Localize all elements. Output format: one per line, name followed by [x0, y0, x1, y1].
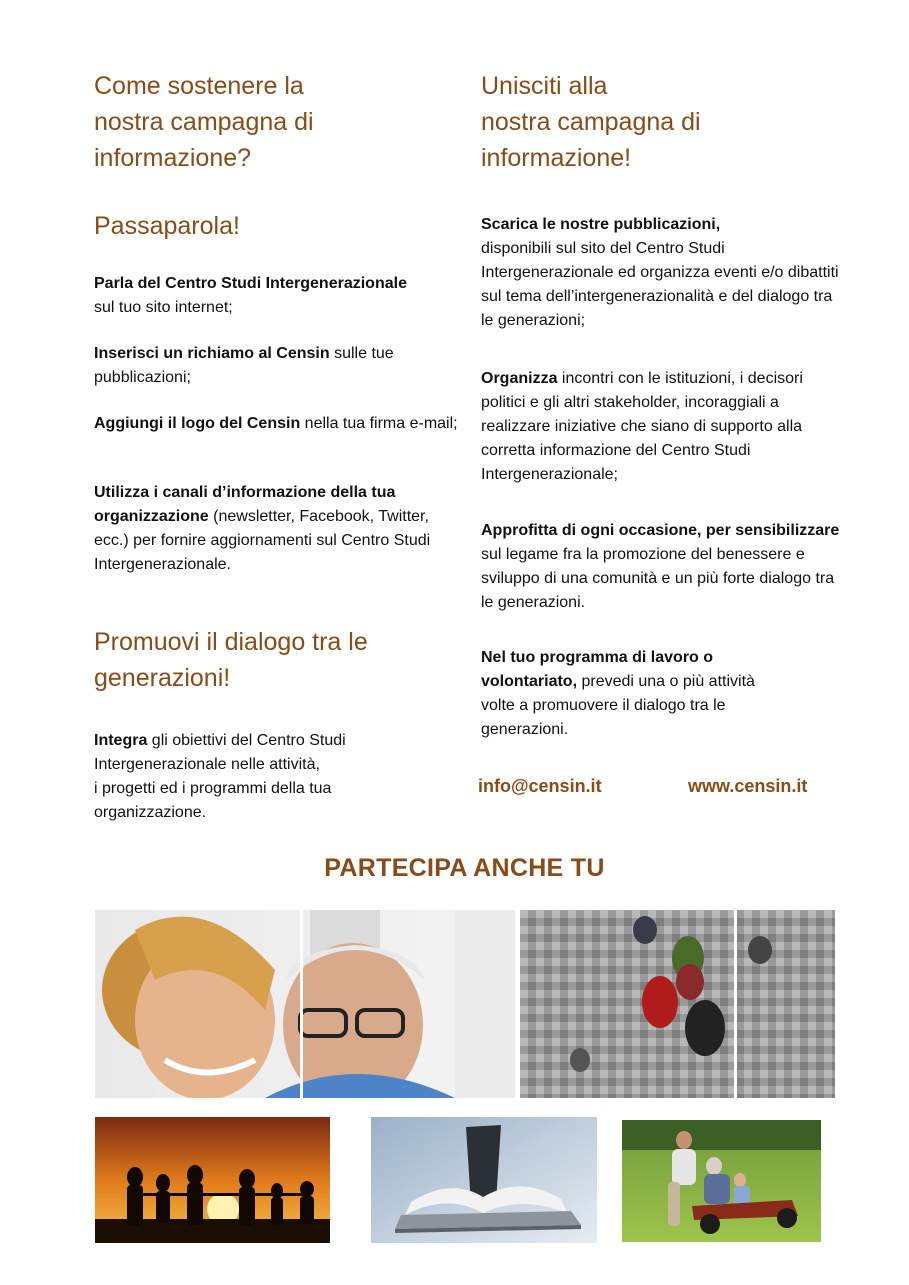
cta-title: PARTECIPA ANCHE TU [324, 854, 605, 882]
passaparola-heading: Passaparola! [94, 212, 240, 240]
right-heading: Unisciti alla nostra campagna di informazione! [481, 72, 701, 172]
list-item: Utilizza i canali d’informazione della tua organizzazione (newsletter, Facebook, Twitter, ecc.) per fornire aggiornamenti sul Centro Studi Intergenerazionale. [94, 484, 431, 573]
photo-grandfather-cart [622, 1120, 821, 1242]
list-item: Inserisci un richiamo al Censin sulle tue pubblicazioni; [94, 345, 394, 386]
list-item: Nel tuo programma di lavoro o volontariato, prevedi una o più attività volte a promuovere il dialogo tra le generazioni. [481, 649, 755, 738]
list-item: Organizza incontri con le istituzioni, i decisori politici e gli altri stakeholder, incoraggiali a realizzare iniziative che siano di supporto alla corretta informazione del Centro Studi Intergenerazionale; [481, 370, 803, 483]
photo-family-sunset [95, 1117, 330, 1243]
photo-book-laptop [371, 1117, 597, 1243]
list-item: Scarica le nostre pubblicazioni, disponibili sul sito del Centro Studi Intergenerazionale ed organizza eventi e/o dibattiti sul tema dell’intergenerazionalità e del dialogo tra le generazioni; [481, 216, 839, 329]
dialogue-heading: Promuovi il dialogo tra le generazioni! [94, 628, 368, 692]
left-column [94, 68, 466, 176]
list-item: Aggiungi il logo del Censin nella tua firma e-mail; [94, 415, 458, 432]
list-item: Parla del Centro Studi Intergenerazionale sul tuo sito internet; [94, 275, 407, 316]
photo-woman-elderly-man [95, 910, 515, 1098]
list-item: Integra gli obiettivi del Centro Studi Intergenerazionale nelle attività, i progetti ed i programmi della tua organizzazione. [94, 732, 346, 821]
list-item: Approfitta di ogni occasione, per sensibilizzare sul legame fra la promozione del benessere e sviluppo di una comunità e un più forte dialogo tra le generazioni. [481, 522, 840, 611]
email-link[interactable]: info@censin.it [478, 776, 602, 796]
photo-crowd-walking [520, 910, 835, 1098]
left-heading: Come sostenere la nostra campagna di informazione? [94, 72, 314, 172]
website-link[interactable]: www.censin.it [688, 776, 808, 796]
